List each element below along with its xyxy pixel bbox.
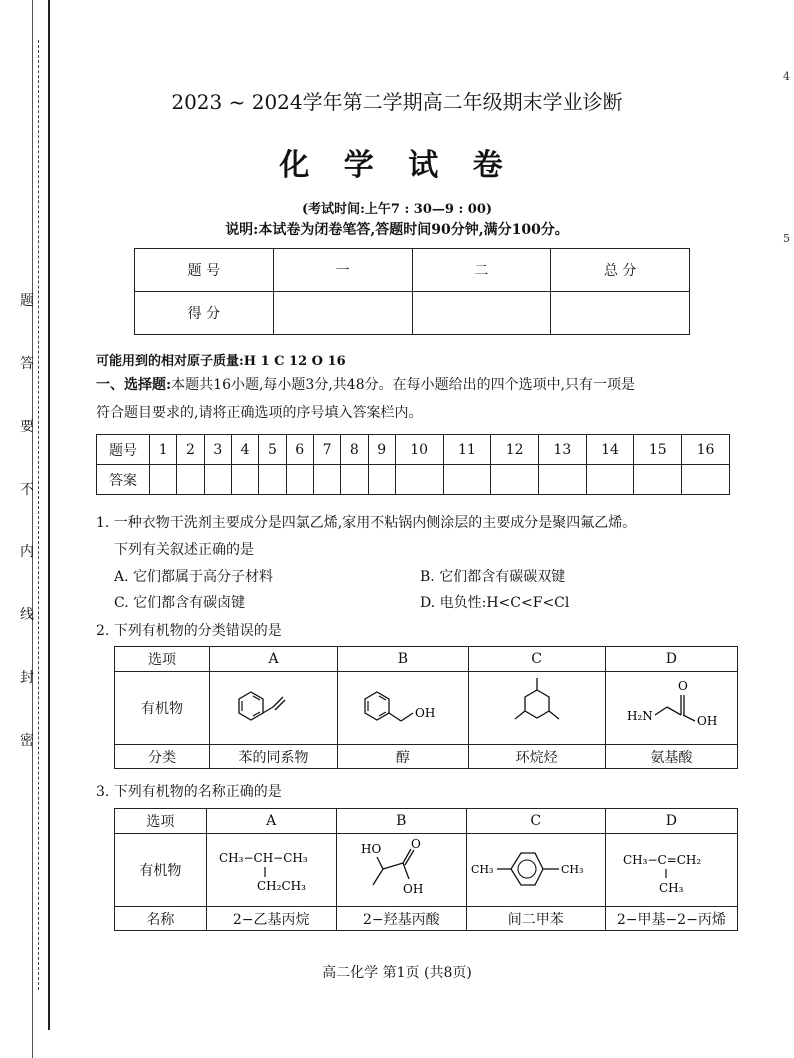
answer-cell[interactable]	[538, 465, 586, 495]
q2-table	[114, 646, 738, 769]
q3-structure-b	[336, 834, 466, 907]
trimethylcyclohexane-structure	[482, 673, 592, 739]
answer-cell[interactable]	[259, 465, 286, 495]
question-number-cell: 4	[231, 435, 258, 465]
question-number-cell: 3	[204, 435, 231, 465]
score-cell[interactable]	[412, 292, 551, 335]
q1-option-b: B. 它们都含有碳碳双键	[420, 569, 566, 585]
b-ho-label: HO	[361, 842, 382, 856]
c-right-methyl: CH₃	[560, 863, 584, 876]
question-number-cell: 15	[634, 435, 682, 465]
answer-cell[interactable]	[634, 465, 682, 495]
question-number-cell: 12	[491, 435, 539, 465]
q3-header-name: 名称	[115, 907, 207, 931]
q2-header-class: 分类	[115, 745, 210, 769]
section1-line2: 符合题目要求的,请将正确选项的序号填入答案栏内。	[96, 405, 423, 421]
b-o-label: O	[411, 837, 422, 851]
answer-cell[interactable]	[682, 465, 730, 495]
seal-char: 内	[20, 544, 34, 561]
q3-col-d: D	[605, 809, 737, 834]
answer-cell[interactable]	[313, 465, 340, 495]
amine-label: H₂N	[627, 709, 654, 723]
answer-cell[interactable]	[368, 465, 395, 495]
answer-cell[interactable]	[586, 465, 634, 495]
answer-cell[interactable]	[286, 465, 313, 495]
score-cell[interactable]	[551, 292, 690, 335]
seal-char: 密	[20, 732, 34, 749]
answer-table	[96, 434, 730, 495]
methylpropene-structure	[609, 838, 733, 898]
b-oh-label: OH	[403, 882, 424, 896]
question-number-cell: 9	[368, 435, 395, 465]
q3-structure-d	[605, 834, 737, 907]
acid-oh-label: OH	[697, 714, 718, 728]
q2-structure-c	[468, 672, 605, 745]
exam-title: 2023 ~ 2024学年第二学期高二年级期末学业诊断	[171, 90, 623, 114]
xylene-structure	[469, 838, 603, 898]
seal-char: 不	[20, 481, 34, 498]
answer-row-label: 题号	[97, 435, 150, 465]
seal-char: 答	[20, 355, 34, 372]
section1-heading: 一、选择题:	[96, 377, 172, 393]
question-number-cell: 10	[395, 435, 443, 465]
question-number-cell: 2	[177, 435, 204, 465]
score-cell[interactable]	[273, 292, 412, 335]
question-number-cell: 11	[443, 435, 491, 465]
styrene-structure	[229, 679, 319, 733]
q1-option-d: D. 电负性:H<C<F<Cl	[420, 595, 570, 611]
q3-name-c: 间二甲苯	[466, 907, 605, 931]
section1-text: 本题共16小题,每小题3分,共48分。在每小题给出的四个选项中,只有一项是	[171, 377, 636, 393]
seal-char: 封	[20, 670, 34, 687]
q2-structure-d	[605, 672, 737, 745]
c-left-methyl: CH₃	[470, 863, 494, 876]
exam-time: (考试时间:上午7 : 30—9 : 00)	[301, 202, 493, 217]
answer-cell[interactable]	[491, 465, 539, 495]
question-number-cell: 14	[586, 435, 634, 465]
q2-header-option: 选项	[115, 647, 210, 672]
answer-cell[interactable]	[177, 465, 204, 495]
q3-structure-a	[206, 834, 336, 907]
oh-label: OH	[414, 706, 436, 720]
answer-cell[interactable]	[395, 465, 443, 495]
q2-structure-b	[338, 672, 468, 745]
q2-class-d: 氨基酸	[605, 745, 737, 769]
q1-stem2: 下列有关叙述正确的是	[114, 542, 254, 558]
question-number-cell: 16	[682, 435, 730, 465]
q2-col-d: D	[605, 647, 737, 672]
q3-name-a: 2−乙基丙烷	[206, 907, 336, 931]
subject-title: 化 学 试 卷	[279, 148, 515, 183]
score-header: 总 分	[551, 249, 690, 292]
q2-stem: 2. 下列有机物的分类错误的是	[96, 623, 282, 639]
question-number-cell: 5	[259, 435, 286, 465]
ethylpropane-structure	[211, 838, 331, 898]
q2-col-b: B	[338, 647, 468, 672]
a-top-formula: CH₃−CH−CH₃	[219, 851, 308, 865]
q1-option-c: C. 它们都含有碳卤键	[114, 595, 246, 611]
q2-class-c: 环烷烃	[468, 745, 605, 769]
atomic-masses: 可能用到的相对原子质量:H 1 C 12 O 16	[96, 354, 346, 369]
q3-name-b: 2−羟基丙酸	[336, 907, 466, 931]
q2-class-a: 苯的同系物	[209, 745, 337, 769]
lactic-acid-structure	[341, 835, 461, 901]
answer-row-label: 答案	[97, 465, 150, 495]
glycine-structure	[611, 673, 731, 739]
carbonyl-o-label: O	[678, 679, 689, 693]
question-number-cell: 7	[313, 435, 340, 465]
seal-char: 要	[20, 418, 34, 435]
benzyl-alcohol-structure	[343, 679, 463, 733]
q3-header-organic: 有机物	[115, 834, 207, 907]
q2-class-b: 醇	[338, 745, 468, 769]
exam-note: 说明:本试卷为闭卷笔答,答题时间90分钟,满分100分。	[225, 222, 569, 238]
score-header: 二	[412, 249, 551, 292]
answer-cell[interactable]	[231, 465, 258, 495]
seal-char: 题	[20, 293, 34, 309]
q2-col-c: C	[468, 647, 605, 672]
question-number-cell: 1	[150, 435, 177, 465]
q3-header-option: 选项	[115, 809, 207, 834]
page-footer: 高二化学 第1页 (共8页)	[322, 965, 472, 981]
q3-col-b: B	[336, 809, 466, 834]
a-bottom-formula: CH₂CH₃	[257, 879, 307, 893]
q2-col-a: A	[209, 647, 337, 672]
q3-structure-c	[466, 834, 605, 907]
score-header: 题 号	[135, 249, 274, 292]
d-bottom-formula: CH₃	[659, 881, 684, 895]
question-number-cell: 8	[341, 435, 368, 465]
q1-stem: 1. 一种衣物干洗剂主要成分是四氯乙烯,家用不粘锅内侧涂层的主要成分是聚四氟乙烯。	[96, 515, 637, 531]
edge-digit: 5	[783, 232, 790, 245]
q3-table	[114, 808, 738, 931]
seal-line-text	[20, 290, 34, 750]
d-top-formula: CH₃−C=CH₂	[623, 853, 702, 867]
answer-cell[interactable]	[204, 465, 231, 495]
score-table	[134, 248, 690, 335]
answer-cell[interactable]	[150, 465, 177, 495]
score-label: 得 分	[135, 292, 274, 335]
score-header: 一	[273, 249, 412, 292]
q2-header-organic: 有机物	[115, 672, 210, 745]
question-number-cell: 13	[538, 435, 586, 465]
question-number-cell: 6	[286, 435, 313, 465]
q3-col-a: A	[206, 809, 336, 834]
edge-digit: 4	[783, 70, 790, 83]
q1-option-a: A. 它们都属于高分子材料	[114, 569, 274, 585]
answer-cell[interactable]	[443, 465, 491, 495]
answer-cell[interactable]	[341, 465, 368, 495]
q3-col-c: C	[466, 809, 605, 834]
seal-char: 线	[20, 607, 34, 624]
section1-line1	[96, 374, 635, 394]
q3-stem: 3. 下列有机物的名称正确的是	[96, 784, 282, 800]
q2-structure-a	[209, 672, 337, 745]
q3-name-d: 2−甲基−2−丙烯	[605, 907, 737, 931]
